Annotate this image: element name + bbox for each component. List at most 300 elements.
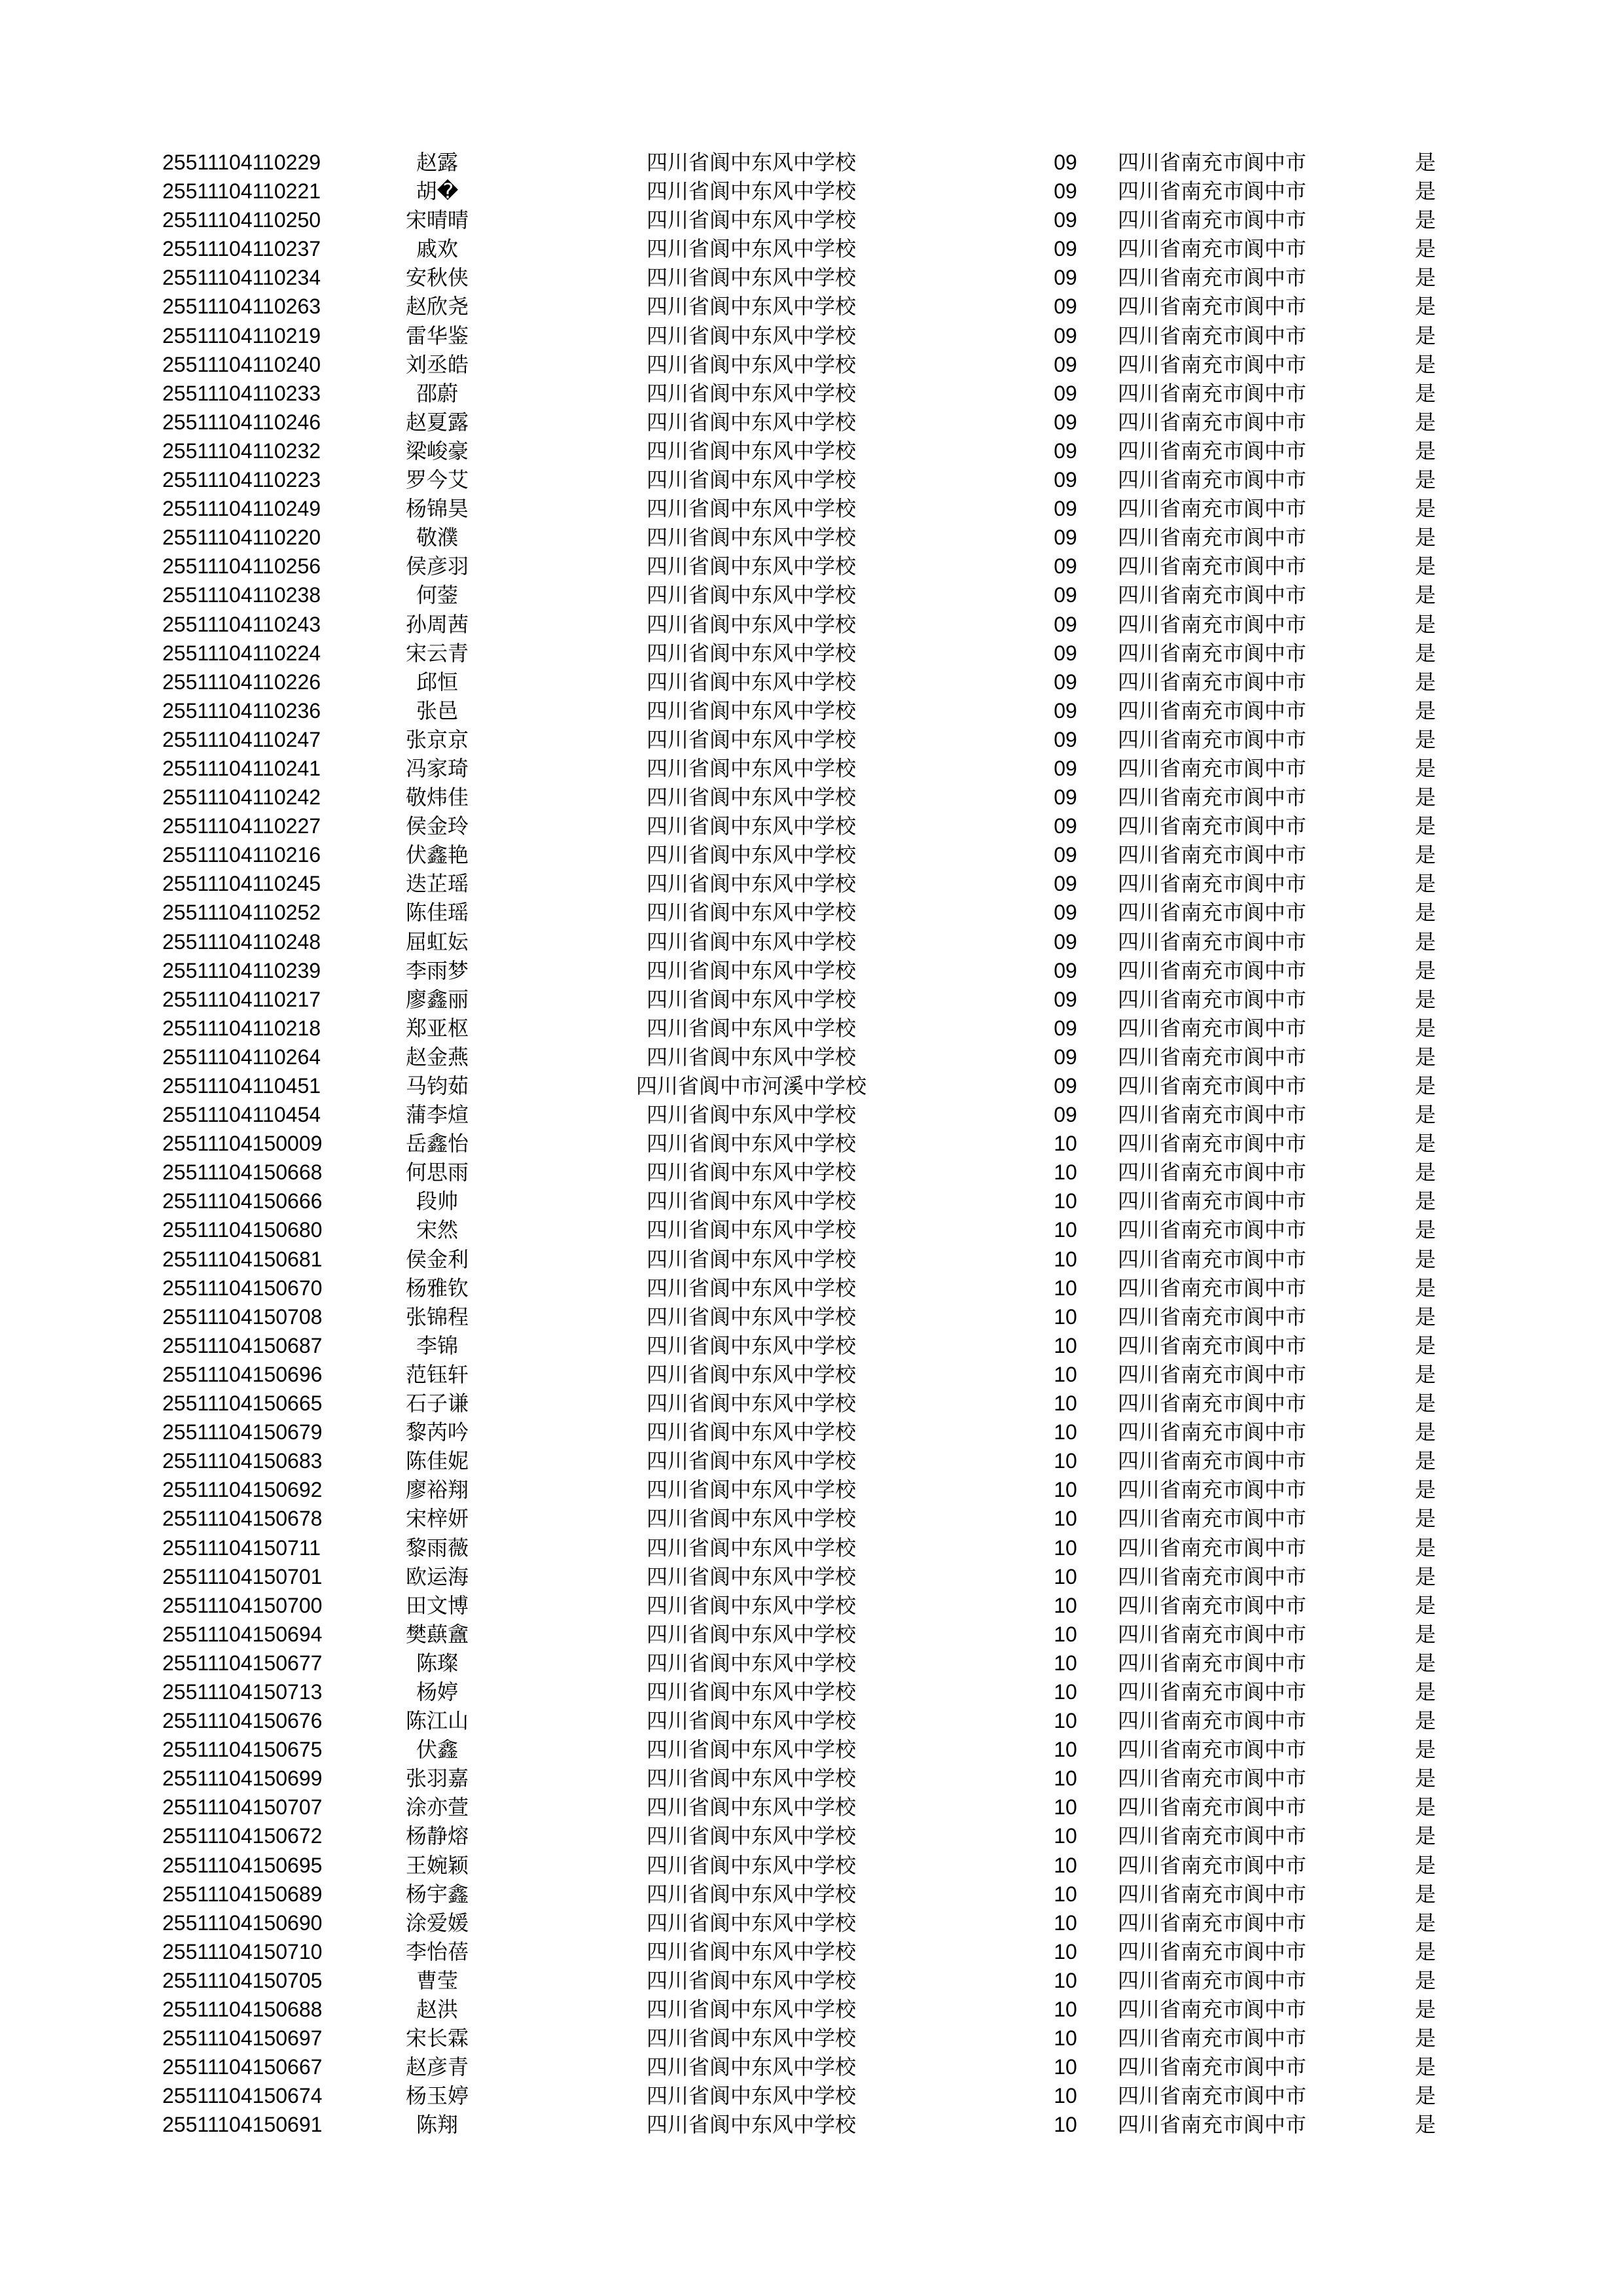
candidate-id-cell: 25511104110220 — [162, 526, 321, 550]
school-name-cell: 四川省阆中东风中学校 — [646, 150, 856, 175]
school-name-cell: 四川省阆中东风中学校 — [646, 900, 856, 925]
region-cell: 四川省南充市阆中市 — [1118, 1477, 1307, 1503]
region-cell: 四川省南充市阆中市 — [1118, 1737, 1307, 1763]
school-name-cell: 四川省阆中东风中学校 — [646, 611, 856, 637]
table-row — [162, 552, 1458, 581]
status-flag-cell: 是 — [1414, 871, 1436, 897]
student-name-cell: 伏鑫 — [416, 1737, 458, 1763]
table-row — [162, 840, 1458, 869]
school-name-cell: 四川省阆中东风中学校 — [646, 438, 856, 463]
school-name-cell: 四川省阆中东风中学校 — [646, 1189, 856, 1214]
school-name-cell: 四川省阆中东风中学校 — [646, 525, 856, 550]
class-code-cell: 09 — [1054, 1074, 1077, 1098]
student-name-cell: 胡� — [416, 179, 459, 204]
region-cell: 四川省南充市阆中市 — [1118, 1852, 1307, 1878]
candidate-id-cell: 25511104150670 — [162, 1276, 323, 1300]
class-code-cell: 10 — [1054, 2113, 1077, 2137]
school-name-cell: 四川省阆中东风中学校 — [646, 1246, 856, 1272]
table-row — [162, 1677, 1458, 1706]
region-cell: 四川省南充市阆中市 — [1118, 1997, 1307, 2022]
school-name-cell: 四川省阆中东风中学校 — [646, 1910, 856, 1935]
school-name-cell: 四川省阆中东风中学校 — [646, 1967, 856, 1993]
status-flag-cell: 是 — [1414, 1073, 1436, 1098]
table-row — [162, 1764, 1458, 1793]
status-flag-cell: 是 — [1414, 207, 1436, 233]
school-name-cell: 四川省阆中东风中学校 — [646, 2026, 856, 2051]
student-name-cell: 梁峻豪 — [405, 438, 469, 463]
candidate-id-cell: 25511104110216 — [162, 843, 321, 867]
table-row — [162, 898, 1458, 927]
region-cell: 四川省南充市阆中市 — [1118, 1823, 1307, 1849]
table-row — [162, 1389, 1458, 1418]
status-flag-cell: 是 — [1414, 1477, 1436, 1503]
table-row — [162, 1966, 1458, 1995]
class-code-cell: 10 — [1054, 1132, 1077, 1156]
candidate-id-cell: 25511104150705 — [162, 1968, 323, 1992]
student-name-cell: 张邑 — [416, 698, 458, 723]
class-code-cell: 09 — [1054, 497, 1077, 521]
candidate-id-cell: 25511104150691 — [162, 2113, 323, 2137]
candidate-id-cell: 25511104110249 — [162, 497, 321, 521]
status-flag-cell: 是 — [1414, 1967, 1436, 1993]
school-name-cell: 四川省阆中东风中学校 — [646, 1737, 856, 1763]
status-flag-cell: 是 — [1414, 150, 1436, 175]
table-row — [162, 1071, 1458, 1100]
candidate-id-cell: 25511104150710 — [162, 1939, 323, 1964]
candidate-id-cell: 25511104110224 — [162, 641, 321, 665]
region-cell: 四川省南充市阆中市 — [1118, 1910, 1307, 1935]
table-row — [162, 523, 1458, 552]
class-code-cell: 09 — [1054, 526, 1077, 550]
region-cell: 四川省南充市阆中市 — [1118, 871, 1307, 897]
school-name-cell: 四川省阆中东风中学校 — [646, 1997, 856, 2022]
region-cell: 四川省南充市阆中市 — [1118, 698, 1307, 723]
region-cell: 四川省南充市阆中市 — [1118, 1275, 1307, 1300]
class-code-cell: 10 — [1054, 2084, 1077, 2108]
status-flag-cell: 是 — [1414, 1564, 1436, 1589]
region-cell: 四川省南充市阆中市 — [1118, 179, 1307, 204]
table-row — [162, 234, 1458, 263]
candidate-id-cell: 25511104150675 — [162, 1738, 323, 1762]
candidate-id-cell: 25511104150009 — [162, 1132, 323, 1156]
school-name-cell: 四川省阆中东风中学校 — [646, 640, 856, 666]
status-flag-cell: 是 — [1414, 1592, 1436, 1618]
class-code-cell: 10 — [1054, 1651, 1077, 1675]
student-name-cell: 敬炜佳 — [405, 785, 469, 810]
table-row — [162, 581, 1458, 609]
table-row — [162, 1995, 1458, 2024]
class-code-cell: 10 — [1054, 1968, 1077, 1992]
student-name-cell: 杨静熔 — [405, 1823, 469, 1849]
table-row — [162, 1215, 1458, 1244]
student-name-cell: 赵金燕 — [405, 1044, 469, 1069]
class-code-cell: 09 — [1054, 987, 1077, 1011]
class-code-cell: 10 — [1054, 1679, 1077, 1704]
student-name-cell: 杨雅钦 — [405, 1275, 469, 1300]
status-flag-cell: 是 — [1414, 1304, 1436, 1329]
status-flag-cell: 是 — [1414, 726, 1436, 752]
region-cell: 四川省南充市阆中市 — [1118, 1304, 1307, 1329]
student-name-cell: 陈江山 — [405, 1708, 469, 1734]
student-name-cell: 宋梓妍 — [405, 1506, 469, 1532]
region-cell: 四川省南充市阆中市 — [1118, 1102, 1307, 1128]
class-code-cell: 09 — [1054, 612, 1077, 636]
class-code-cell: 10 — [1054, 1160, 1077, 1185]
status-flag-cell: 是 — [1414, 1708, 1436, 1734]
table-row — [162, 668, 1458, 696]
class-code-cell: 10 — [1054, 1276, 1077, 1300]
table-row — [162, 148, 1458, 177]
candidate-id-cell: 25511104110236 — [162, 698, 321, 723]
student-name-cell: 曹莹 — [416, 1967, 458, 1993]
region-cell: 四川省南充市阆中市 — [1118, 1881, 1307, 1907]
student-name-cell: 涂亦萱 — [405, 1795, 469, 1820]
candidate-id-cell: 25511104110241 — [162, 756, 321, 780]
region-cell: 四川省南充市阆中市 — [1118, 900, 1307, 925]
student-name-cell: 陈佳妮 — [405, 1448, 469, 1474]
candidate-id-cell: 25511104110256 — [162, 554, 321, 579]
student-name-cell: 岳鑫怡 — [405, 1131, 469, 1157]
student-name-cell: 宋云青 — [405, 640, 469, 666]
candidate-id-cell: 25511104150666 — [162, 1189, 323, 1213]
status-flag-cell: 是 — [1414, 1275, 1436, 1300]
candidate-id-cell: 25511104150694 — [162, 1622, 323, 1646]
class-code-cell: 09 — [1054, 958, 1077, 982]
school-name-cell: 四川省阆中东风中学校 — [646, 179, 856, 204]
candidate-id-cell: 25511104150677 — [162, 1651, 323, 1675]
school-name-cell: 四川省阆中东风中学校 — [646, 1275, 856, 1300]
school-name-cell: 四川省阆中东风中学校 — [646, 1044, 856, 1069]
student-name-cell: 侯金玲 — [405, 814, 469, 839]
table-row — [162, 437, 1458, 465]
class-code-cell: 10 — [1054, 1824, 1077, 1848]
status-flag-cell: 是 — [1414, 1333, 1436, 1358]
candidate-id-cell: 25511104110242 — [162, 785, 321, 810]
class-code-cell: 09 — [1054, 208, 1077, 232]
table-row — [162, 1158, 1458, 1187]
student-name-cell: 何蓥 — [416, 583, 458, 608]
school-name-cell: 四川省阆中东风中学校 — [646, 986, 856, 1012]
class-code-cell: 09 — [1054, 929, 1077, 954]
candidate-id-cell: 25511104110219 — [162, 323, 321, 348]
candidate-id-cell: 25511104150665 — [162, 1391, 323, 1416]
candidate-id-cell: 25511104110252 — [162, 901, 321, 925]
table-row — [162, 350, 1458, 379]
status-flag-cell: 是 — [1414, 1823, 1436, 1849]
status-flag-cell: 是 — [1414, 1737, 1436, 1763]
status-flag-cell: 是 — [1414, 2083, 1436, 2109]
school-name-cell: 四川省阆中东风中学校 — [646, 467, 856, 493]
candidate-id-cell: 25511104150687 — [162, 1333, 323, 1357]
region-cell: 四川省南充市阆中市 — [1118, 1939, 1307, 1964]
status-flag-cell: 是 — [1414, 900, 1436, 925]
class-code-cell: 09 — [1054, 785, 1077, 810]
school-name-cell: 四川省阆中东风中学校 — [646, 1592, 856, 1618]
region-cell: 四川省南充市阆中市 — [1118, 265, 1307, 291]
status-flag-cell: 是 — [1414, 929, 1436, 954]
class-code-cell: 10 — [1054, 1247, 1077, 1271]
candidate-id-cell: 25511104150678 — [162, 1507, 323, 1531]
class-code-cell: 09 — [1054, 179, 1077, 204]
status-flag-cell: 是 — [1414, 1679, 1436, 1704]
table-row — [162, 985, 1458, 1014]
region-cell: 四川省南充市阆中市 — [1118, 929, 1307, 954]
region-cell: 四川省南充市阆中市 — [1118, 2112, 1307, 2138]
table-row — [162, 610, 1458, 639]
region-cell: 四川省南充市阆中市 — [1118, 1650, 1307, 1676]
status-flag-cell: 是 — [1414, 611, 1436, 637]
candidate-id-cell: 25511104110237 — [162, 237, 321, 261]
class-code-cell: 10 — [1054, 1593, 1077, 1617]
region-cell: 四川省南充市阆中市 — [1118, 1448, 1307, 1474]
student-name-cell: 张羽嘉 — [405, 1766, 469, 1791]
table-row — [162, 263, 1458, 292]
candidate-id-cell: 25511104110243 — [162, 612, 321, 636]
student-name-cell: 马钧茹 — [405, 1073, 469, 1098]
status-flag-cell: 是 — [1414, 1044, 1436, 1069]
table-row — [162, 1014, 1458, 1043]
candidate-id-cell: 25511104110454 — [162, 1103, 321, 1127]
status-flag-cell: 是 — [1414, 496, 1436, 522]
class-code-cell: 10 — [1054, 1882, 1077, 1906]
candidate-id-cell: 25511104110221 — [162, 179, 321, 204]
region-cell: 四川省南充市阆中市 — [1118, 785, 1307, 810]
table-row — [162, 408, 1458, 437]
candidate-id-cell: 25511104150680 — [162, 1218, 323, 1242]
candidate-id-cell: 25511104110245 — [162, 872, 321, 896]
table-row — [162, 1274, 1458, 1302]
table-row — [162, 1043, 1458, 1071]
school-name-cell: 四川省阆中东风中学校 — [646, 1333, 856, 1358]
table-row — [162, 2110, 1458, 2139]
candidate-id-cell: 25511104110218 — [162, 1016, 321, 1040]
region-cell: 四川省南充市阆中市 — [1118, 814, 1307, 839]
class-code-cell: 10 — [1054, 1449, 1077, 1473]
region-cell: 四川省南充市阆中市 — [1118, 467, 1307, 493]
region-cell: 四川省南充市阆中市 — [1118, 1073, 1307, 1098]
candidate-id-cell: 25511104110247 — [162, 727, 321, 751]
table-row — [162, 177, 1458, 206]
student-name-cell: 张京京 — [405, 726, 469, 752]
class-code-cell: 09 — [1054, 814, 1077, 838]
region-cell: 四川省南充市阆中市 — [1118, 726, 1307, 752]
student-name-cell: 赵露 — [416, 150, 458, 175]
student-name-cell: 黎雨薇 — [405, 1535, 469, 1560]
region-cell: 四川省南充市阆中市 — [1118, 2083, 1307, 2109]
class-code-cell: 10 — [1054, 1738, 1077, 1762]
table-row — [162, 321, 1458, 350]
class-code-cell: 10 — [1054, 1767, 1077, 1791]
status-flag-cell: 是 — [1414, 1102, 1436, 1128]
candidate-id-cell: 25511104150692 — [162, 1478, 323, 1502]
class-code-cell: 10 — [1054, 2055, 1077, 2079]
status-flag-cell: 是 — [1414, 1391, 1436, 1416]
table-row — [162, 956, 1458, 985]
student-name-cell: 欧运海 — [405, 1564, 469, 1589]
student-name-cell: 赵彦青 — [405, 2054, 469, 2080]
table-row — [162, 1360, 1458, 1389]
status-flag-cell: 是 — [1414, 1650, 1436, 1676]
table-row — [162, 725, 1458, 754]
table-row — [162, 1475, 1458, 1504]
status-flag-cell: 是 — [1414, 467, 1436, 493]
candidate-id-cell: 25511104150689 — [162, 1882, 323, 1906]
region-cell: 四川省南充市阆中市 — [1118, 1564, 1307, 1589]
student-name-cell: 李锦 — [416, 1333, 458, 1358]
table-row — [162, 783, 1458, 812]
school-name-cell: 四川省阆中东风中学校 — [646, 1102, 856, 1128]
school-name-cell: 四川省阆中东风中学校 — [646, 814, 856, 839]
school-name-cell: 四川省阆中东风中学校 — [646, 351, 856, 377]
table-row — [162, 292, 1458, 321]
region-cell: 四川省南充市阆中市 — [1118, 1044, 1307, 1069]
candidate-id-cell: 25511104110451 — [162, 1074, 321, 1098]
candidate-id-cell: 25511104150701 — [162, 1564, 323, 1588]
student-name-cell: 黎芮吟 — [405, 1420, 469, 1445]
table-row — [162, 1937, 1458, 1966]
region-cell: 四川省南充市阆中市 — [1118, 150, 1307, 175]
school-name-cell: 四川省阆中东风中学校 — [646, 323, 856, 348]
student-name-cell: 敬濮 — [416, 525, 458, 550]
student-name-cell: 范钰轩 — [405, 1361, 469, 1387]
region-cell: 四川省南充市阆中市 — [1118, 611, 1307, 637]
region-cell: 四川省南充市阆中市 — [1118, 554, 1307, 579]
student-name-cell: 侯彦羽 — [405, 554, 469, 579]
class-code-cell: 10 — [1054, 1478, 1077, 1502]
table-row — [162, 379, 1458, 408]
student-name-cell: 赵欣尧 — [405, 294, 469, 319]
student-name-cell: 邵蔚 — [416, 380, 458, 406]
region-cell: 四川省南充市阆中市 — [1118, 323, 1307, 348]
status-flag-cell: 是 — [1414, 179, 1436, 204]
status-flag-cell: 是 — [1414, 409, 1436, 435]
school-name-cell: 四川省阆中东风中学校 — [646, 698, 856, 723]
table-row — [162, 1620, 1458, 1649]
status-flag-cell: 是 — [1414, 785, 1436, 810]
region-cell: 四川省南充市阆中市 — [1118, 1217, 1307, 1243]
candidate-id-cell: 25511104150667 — [162, 2055, 323, 2079]
class-code-cell: 10 — [1054, 1535, 1077, 1560]
status-flag-cell: 是 — [1414, 2112, 1436, 2138]
class-code-cell: 10 — [1054, 1304, 1077, 1329]
class-code-cell: 09 — [1054, 583, 1077, 607]
candidate-id-cell: 25511104150695 — [162, 1853, 323, 1877]
region-cell: 四川省南充市阆中市 — [1118, 1189, 1307, 1214]
region-cell: 四川省南充市阆中市 — [1118, 669, 1307, 694]
class-code-cell: 09 — [1054, 554, 1077, 579]
region-cell: 四川省南充市阆中市 — [1118, 1160, 1307, 1185]
candidate-id-cell: 25511104150713 — [162, 1679, 323, 1704]
student-name-cell: 樊蕻盦 — [405, 1621, 469, 1647]
student-name-cell: 侯金利 — [405, 1246, 469, 1272]
school-name-cell: 四川省阆中东风中学校 — [646, 755, 856, 781]
candidate-id-cell: 25511104110263 — [162, 295, 321, 319]
candidate-id-cell: 25511104110246 — [162, 410, 321, 434]
candidate-id-cell: 25511104110233 — [162, 381, 321, 405]
student-name-cell: 田文博 — [405, 1592, 469, 1618]
student-name-cell: 刘丞皓 — [405, 351, 469, 377]
student-name-cell: 杨婷 — [416, 1679, 458, 1704]
student-name-cell: 宋然 — [416, 1217, 458, 1243]
table-row — [162, 869, 1458, 898]
class-code-cell: 10 — [1054, 1709, 1077, 1733]
candidate-id-cell: 25511104150696 — [162, 1362, 323, 1386]
table-row — [162, 1851, 1458, 1880]
table-row — [162, 465, 1458, 494]
school-name-cell: 四川省阆中东风中学校 — [646, 669, 856, 694]
region-cell: 四川省南充市阆中市 — [1118, 525, 1307, 550]
school-name-cell: 四川省阆中东风中学校 — [646, 496, 856, 522]
status-flag-cell: 是 — [1414, 958, 1436, 983]
student-name-cell: 宋长霖 — [405, 2026, 469, 2051]
region-cell: 四川省南充市阆中市 — [1118, 2054, 1307, 2080]
table-row — [162, 1331, 1458, 1360]
student-name-cell: 赵夏露 — [405, 409, 469, 435]
school-name-cell: 四川省阆中东风中学校 — [646, 958, 856, 983]
school-name-cell: 四川省阆中东风中学校 — [646, 1621, 856, 1647]
table-row — [162, 1187, 1458, 1215]
class-code-cell: 10 — [1054, 1564, 1077, 1588]
student-name-cell: 戚欢 — [416, 236, 458, 262]
student-name-cell: 廖裕翔 — [405, 1477, 469, 1503]
status-flag-cell: 是 — [1414, 1766, 1436, 1791]
table-row — [162, 754, 1458, 783]
candidate-id-cell: 25511104110264 — [162, 1045, 321, 1069]
class-code-cell: 10 — [1054, 1189, 1077, 1213]
status-flag-cell: 是 — [1414, 1535, 1436, 1560]
table-row — [162, 1706, 1458, 1735]
student-name-cell: 涂爱媛 — [405, 1910, 469, 1935]
table-row — [162, 2081, 1458, 2110]
candidate-id-cell: 25511104150676 — [162, 1709, 323, 1733]
status-flag-cell: 是 — [1414, 265, 1436, 291]
class-code-cell: 09 — [1054, 323, 1077, 348]
student-name-cell: 屈虹妘 — [405, 929, 469, 954]
candidate-id-cell: 25511104150674 — [162, 2084, 323, 2108]
candidate-id-cell: 25511104150707 — [162, 1795, 323, 1820]
class-code-cell: 09 — [1054, 1016, 1077, 1040]
table-row — [162, 696, 1458, 725]
region-cell: 四川省南充市阆中市 — [1118, 986, 1307, 1012]
student-name-cell: 廖鑫丽 — [405, 986, 469, 1012]
class-code-cell: 10 — [1054, 1853, 1077, 1877]
region-cell: 四川省南充市阆中市 — [1118, 409, 1307, 435]
school-name-cell: 四川省阆中东风中学校 — [646, 1881, 856, 1907]
table-row — [162, 1534, 1458, 1562]
region-cell: 四川省南充市阆中市 — [1118, 1679, 1307, 1704]
candidate-id-cell: 25511104150672 — [162, 1824, 323, 1848]
candidate-id-cell: 25511104150681 — [162, 1247, 323, 1271]
status-flag-cell: 是 — [1414, 698, 1436, 723]
region-cell: 四川省南充市阆中市 — [1118, 1621, 1307, 1647]
region-cell: 四川省南充市阆中市 — [1118, 351, 1307, 377]
school-name-cell: 四川省阆中东风中学校 — [646, 1766, 856, 1791]
school-name-cell: 四川省阆中东风中学校 — [646, 409, 856, 435]
table-row — [162, 927, 1458, 956]
status-flag-cell: 是 — [1414, 1506, 1436, 1532]
status-flag-cell: 是 — [1414, 2054, 1436, 2080]
school-name-cell: 四川省阆中东风中学校 — [646, 1506, 856, 1532]
student-name-cell: 石子谦 — [405, 1391, 469, 1416]
class-code-cell: 09 — [1054, 295, 1077, 319]
class-code-cell: 09 — [1054, 237, 1077, 261]
table-row — [162, 1909, 1458, 1937]
region-cell: 四川省南充市阆中市 — [1118, 583, 1307, 608]
class-code-cell: 10 — [1054, 1998, 1077, 2021]
table-row — [162, 1821, 1458, 1850]
class-code-cell: 10 — [1054, 1420, 1077, 1444]
table-row — [162, 1129, 1458, 1158]
